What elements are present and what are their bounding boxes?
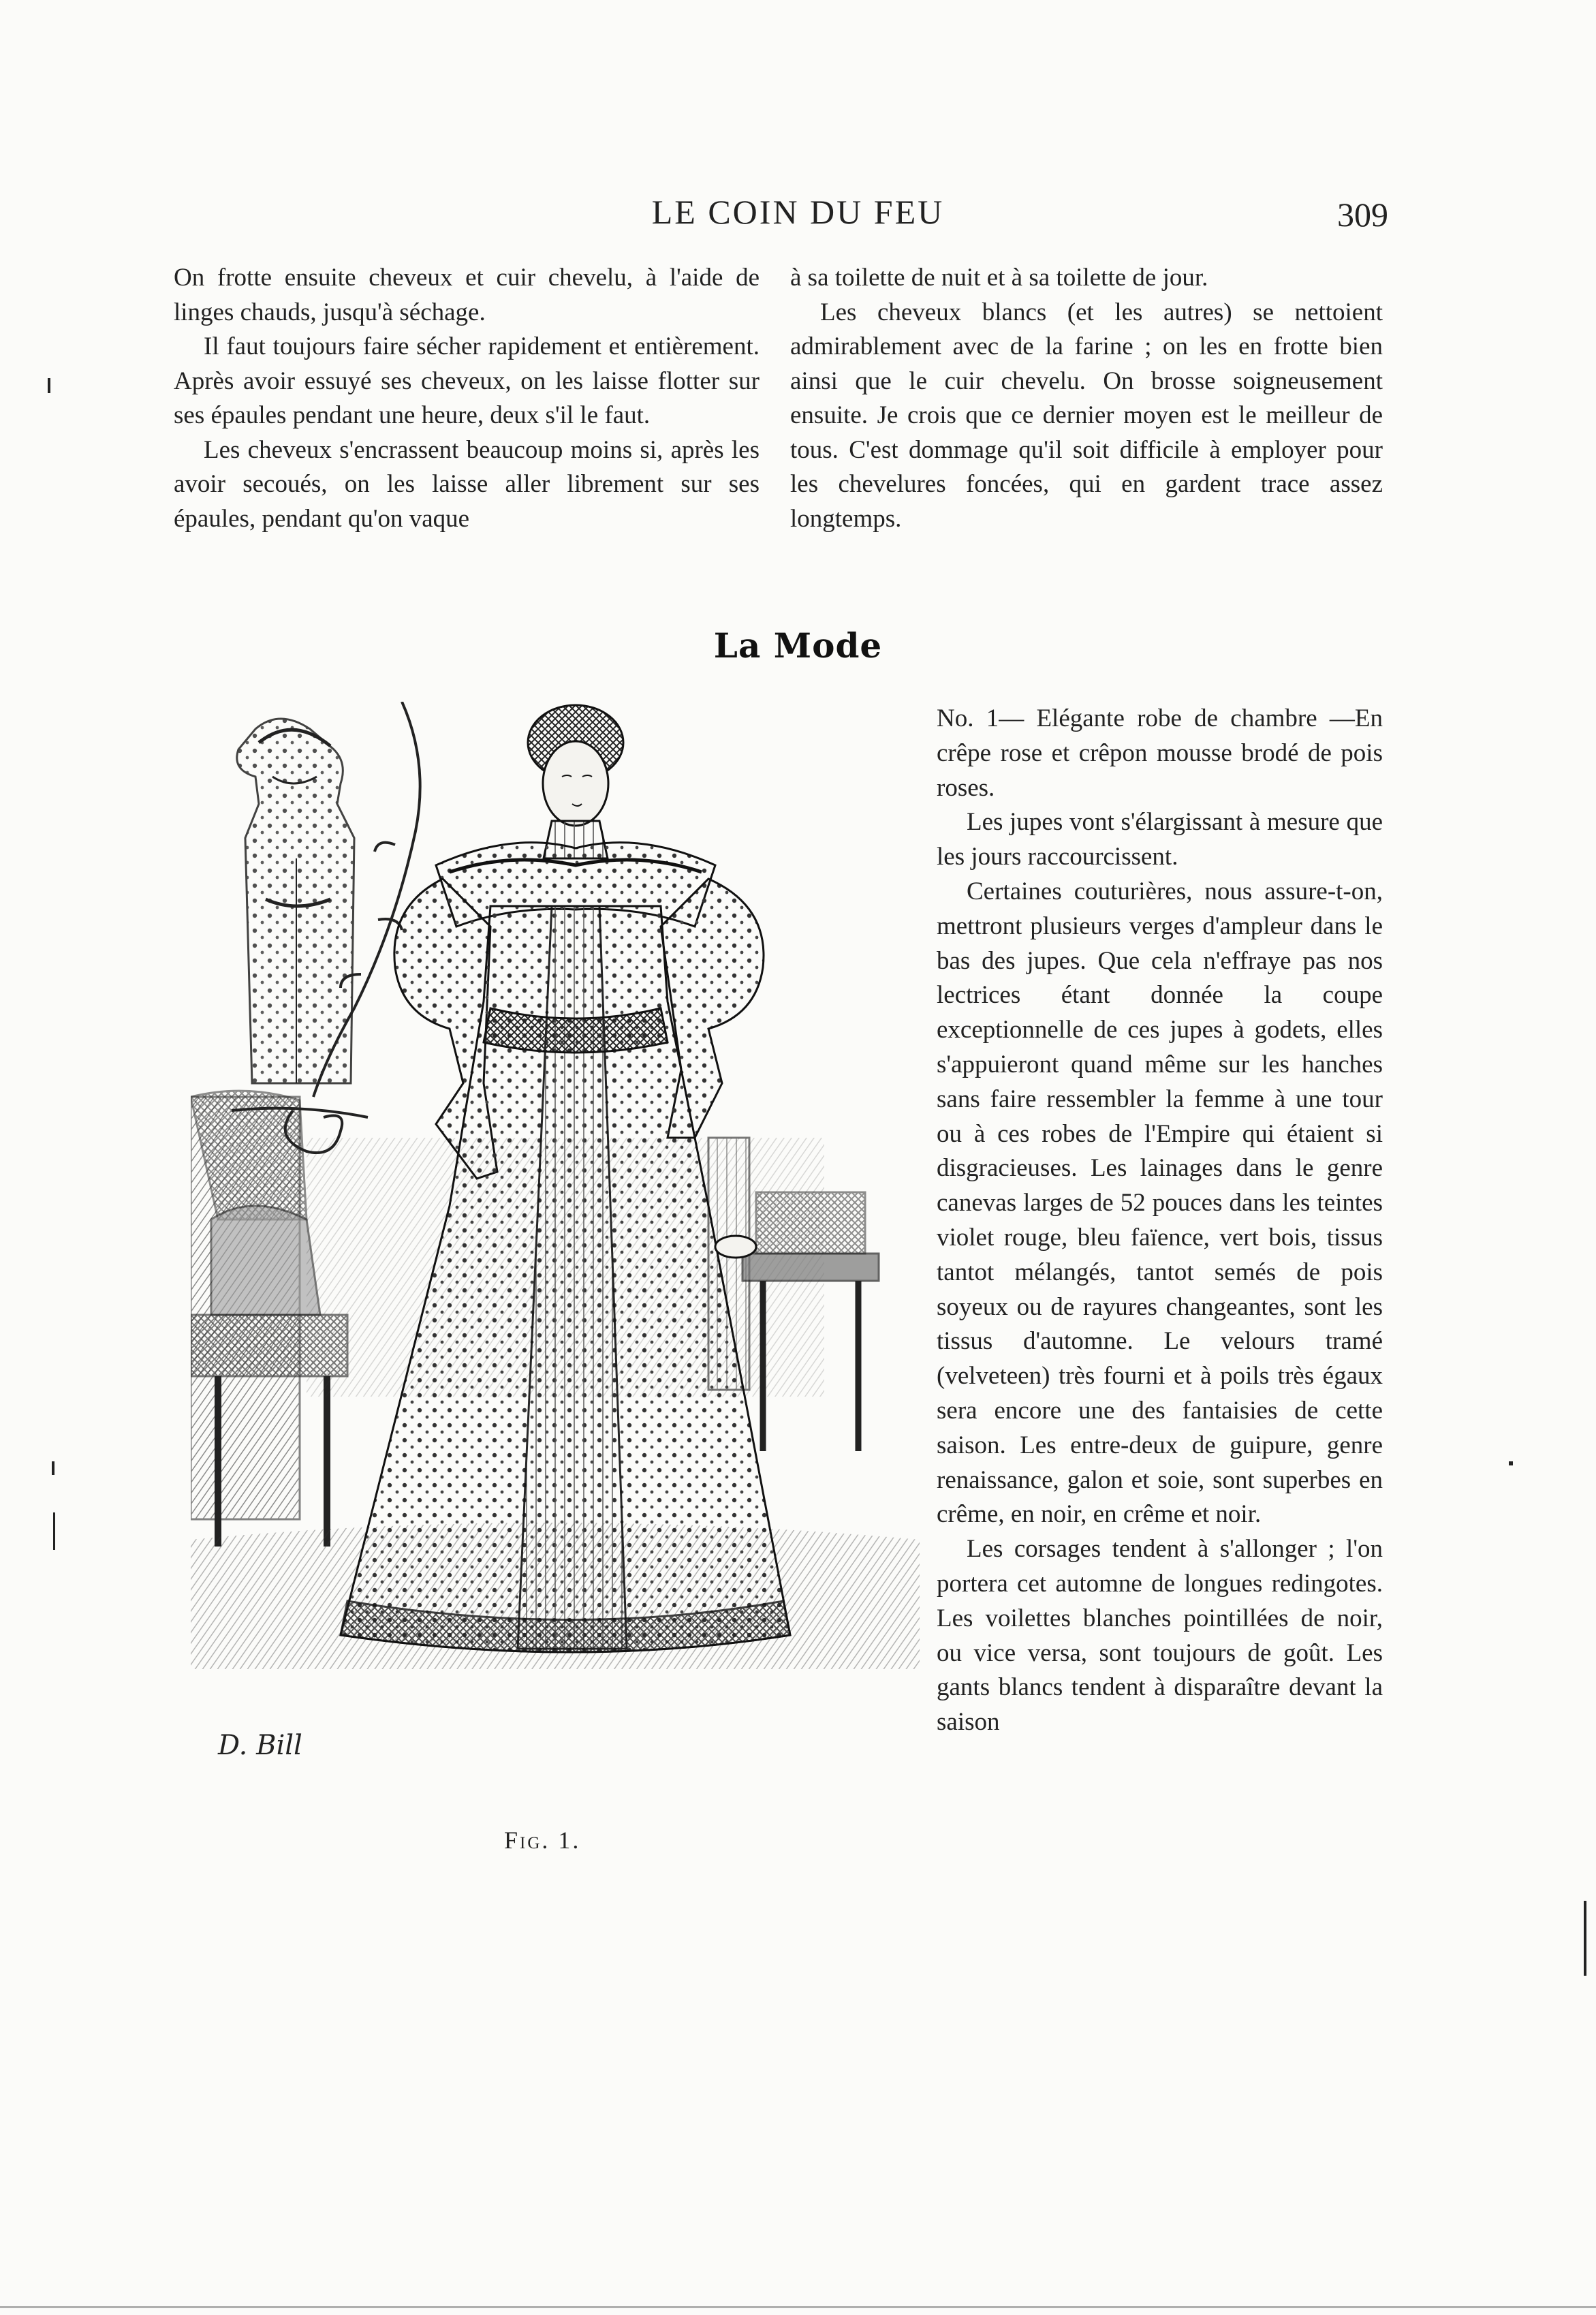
- running-head: [0, 192, 1596, 240]
- artist-signature: D. Bill: [218, 1730, 302, 1761]
- scan-edge-line: [0, 2306, 1596, 2308]
- figure-caption: Fig. 1.: [504, 1827, 581, 1854]
- top-right-column: [790, 261, 1383, 536]
- section-title: La Mode: [713, 625, 883, 666]
- scan-speck: [52, 1461, 54, 1475]
- mode-article-column: [937, 702, 1383, 1740]
- paragraph: No. 1— Elégante robe de chambre —En crêpe rose et crêpon mousse brodé de pois roses.: [937, 704, 1383, 802]
- back-view-sketch: [237, 719, 354, 1083]
- paragraph: à sa toilette de nuit et à sa toilette de jour.: [790, 264, 1208, 292]
- running-title: LE COIN DU FEU: [651, 193, 945, 231]
- scan-speck: [48, 378, 50, 393]
- scan-speck: [53, 1512, 55, 1550]
- scan-speck: [1509, 1461, 1513, 1465]
- page-number: 309: [1337, 196, 1388, 234]
- paragraph: Les cheveux blancs (et les autres) se nettoient admirablement avec de la farine ; on les en frotte bien ainsi que le cuir chevelu. On brosse soigneusement ensuite. Je crois que ce dernier moyen est le meilleur de tous. C'est dommage qu'il soit difficile à employer pour les chevelures foncées, qui en gardent trace assez longtemps.: [790, 298, 1383, 533]
- top-left-column: [174, 261, 760, 536]
- scan-speck: [1584, 1901, 1586, 1976]
- paragraph: Les cheveux s'encrassent beaucoup moins si, après les avoir secoués, on les laisse aller librement sur ses épaules, pendant qu'on vaque: [174, 435, 760, 533]
- paragraph: Il faut toujours faire sécher rapidement et entièrement. Après avoir essuyé ses cheveux, on les laisse flotter sur ses épaules pendant une heure, deux s'il le faut.: [174, 332, 760, 429]
- paragraph: Les corsages tendent à s'allonger ; l'on portera cet automne de longues redingotes. Les voilettes blanches pointillées de noir, ou vice versa, sont toujours de goût. Les gants blancs tendent à disparaître devant la saison: [937, 1535, 1383, 1737]
- paragraph: On frotte ensuite cheveux et cuir chevelu, à l'aide de linges chauds, jusqu'à séchage.: [174, 264, 760, 326]
- fashion-illustration: [191, 702, 920, 1792]
- paragraph: Certaines couturières, nous assure-t-on, mettront plusieurs verges d'ampleur dans le bas des jupes. Que cela n'effraye pas nos lectrices étant donnée la coupe exceptionnelle de ces jupes à godets, elles s'appuieront quand même sur les hanches sans faire ressembler la femme à une tour ou à ces robes de l'Empire qui étaient si disgracieuses. Les lainages dans le genre canevas larges de 52 pouces dans les teintes violet rouge, bleu faïence, vert bois, tissus tantot mélangés, tantot semés de pois soyeux ou de rayures changeantes, sont les tissus d'automne. Le velours tramé (velveteen) très fourni et à poils très égaux sera encore une des fantaisies de cette saison. Les entre-deux de guipure, genre renaissance, galon et soie, sont superbes en crême, en noir, en crême et noir.: [937, 877, 1383, 1529]
- paragraph: Les jupes vont s'élargissant à mesure que les jours raccourcissent.: [937, 808, 1383, 871]
